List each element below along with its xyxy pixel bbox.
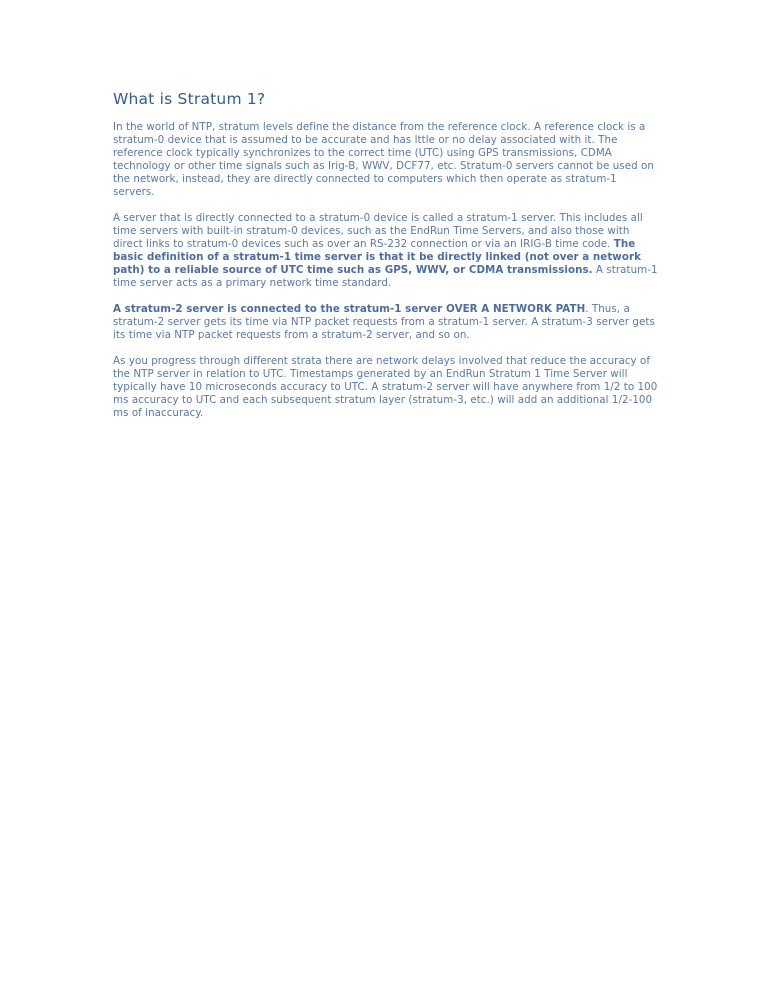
paragraph-ntp-stratum-levels: In the world of NTP, stratum levels define the distance from the reference clock. A reference clock is a stratum-0 device that is assumed to be accurate and has lttle or no delay associated with it. The reference clock typically synchronizes to the correct time (UTC) using GPS transmissions, CDMA technology or other time signals such as Irig-B, WWV, DCF77, etc. Stratum-0 servers cannot be used on the network, instead, they are directly connected to computers which then operate as stratum-1 servers.	[113, 121, 654, 198]
paragraph-2-intro-text: A server that is directly connected to a stratum-0 device is called a stratum-1 server. This includes all time servers with built-in stratum-0 devices, such as the EndRun Time Servers, and also those with direct links to stratum-0 devices such as over an RS-232 connection or via an IRIG-B time code.	[113, 212, 643, 250]
paragraph-2-tail-text: A stratum-1 time server acts as a primary network time standard.	[113, 264, 658, 289]
paragraph-3-bold-definition: A stratum-2 server is connected to the stratum-1 server OVER A NETWORK PATH	[113, 303, 586, 315]
paragraph-strata-accuracy: As you progress through different strata there are network delays involved that reduce the accuracy of the NTP server in relation to UTC. Timestamps generated by an EndRun Stratum 1 Time Server will typically have 10 microseconds accuracy to UTC. A stratum-2 server will have anywhere from 1/2 to 100 ms accuracy to UTC and each subsequent stratum layer (stratum-3, etc.) will add an additional 1/2-100 ms of inaccuracy.	[113, 355, 658, 419]
paragraph-2-bold-definition: The basic definition of a stratum-1 time server is that it be directly linked (not over a network path) to a reliable source of UTC time such as GPS, WWV, or CDMA transmissions.	[113, 238, 642, 276]
document-page	[113, 88, 658, 433]
paragraph-stratum-1-definition	[113, 212, 658, 290]
paragraph-3-tail-text: . Thus, a stratum-2 server gets its time via NTP packet requests from a stratum-1 server. A stratum-3 server gets its time via NTP packet requests from a stratum-2 server, and so on.	[113, 303, 655, 341]
paragraph-stratum-2-definition	[113, 303, 658, 342]
page-title: What is Stratum 1?	[113, 90, 266, 108]
